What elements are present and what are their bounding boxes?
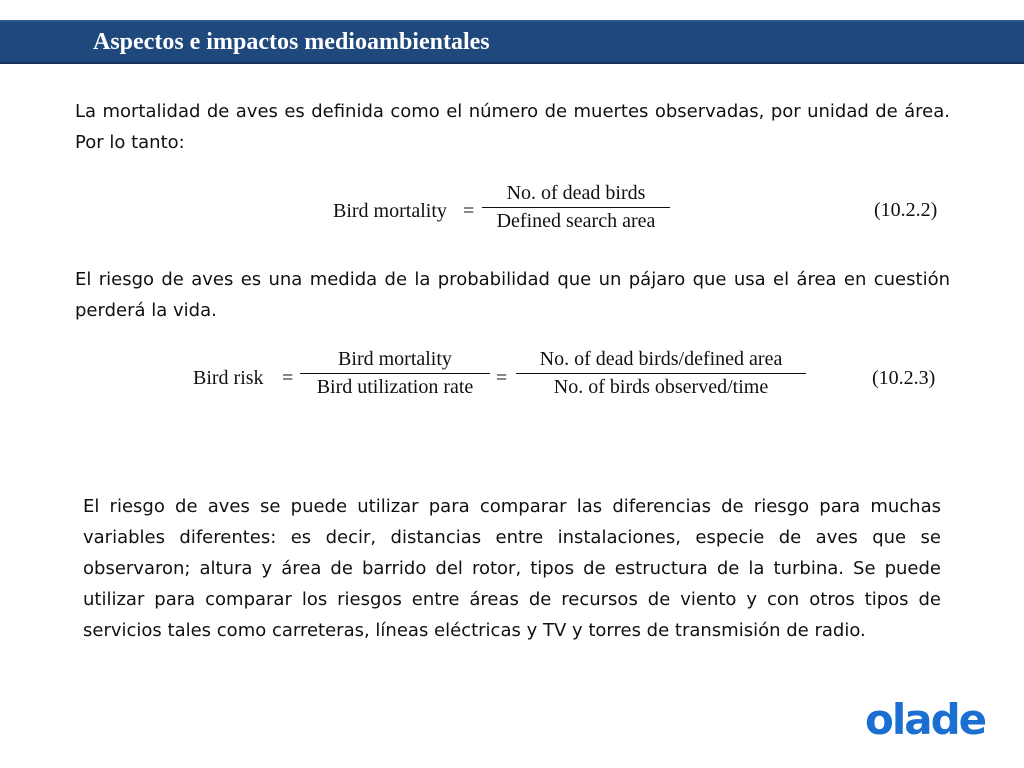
eq1-number: (10.2.2) bbox=[874, 199, 938, 221]
eq2-equals-2: = bbox=[496, 367, 508, 389]
eq1-numerator: No. of dead birds bbox=[506, 182, 646, 204]
eq2-fraction-1-numerator: Bird mortality bbox=[338, 348, 452, 370]
eq2-fraction-1 bbox=[300, 348, 490, 399]
eq2-number: (10.2.3) bbox=[872, 367, 936, 389]
olade-logo: olade bbox=[865, 695, 986, 744]
eq1-denominator: Defined search area bbox=[482, 207, 670, 233]
eq2-fraction-2 bbox=[516, 348, 806, 399]
eq1-lhs: Bird mortality bbox=[333, 200, 447, 222]
eq1-fraction bbox=[482, 182, 670, 233]
paragraph-risk-definition: El riesgo de aves es una medida de la probabilidad que un pájaro que usa el área en cuestión perderá la vida. bbox=[75, 269, 950, 321]
paragraph-mortality-definition: La mortalidad de aves es definida como el número de muertes observadas, por unidad de área. Por lo tanto: bbox=[75, 101, 950, 153]
eq2-equals-1: = bbox=[282, 367, 294, 389]
title-bar bbox=[0, 20, 1024, 64]
eq1-equals: = bbox=[463, 200, 475, 222]
slide-title: Aspectos e impactos medioambientales bbox=[93, 29, 490, 55]
eq2-lhs: Bird risk bbox=[193, 367, 264, 389]
eq2-fraction-2-denominator: No. of birds observed/time bbox=[516, 373, 806, 399]
eq2-fraction-2-numerator: No. of dead birds/defined area bbox=[539, 348, 783, 370]
eq2-fraction-1-denominator: Bird utilization rate bbox=[300, 373, 490, 399]
paragraph-risk-uses: El riesgo de aves se puede utilizar para comparar las diferencias de riesgo para muchas variables diferentes: es decir, distancias entre instalaciones, especie de aves que se observaron; altura y área de barrido del rotor, tipos de estructura de la turbina. Se puede utilizar para comparar los riesgos entre áreas de recursos de viento y con otros tipos de servicios tales como carreteras, líneas eléctricas y TV y torres de transmisión de radio. bbox=[83, 496, 941, 641]
